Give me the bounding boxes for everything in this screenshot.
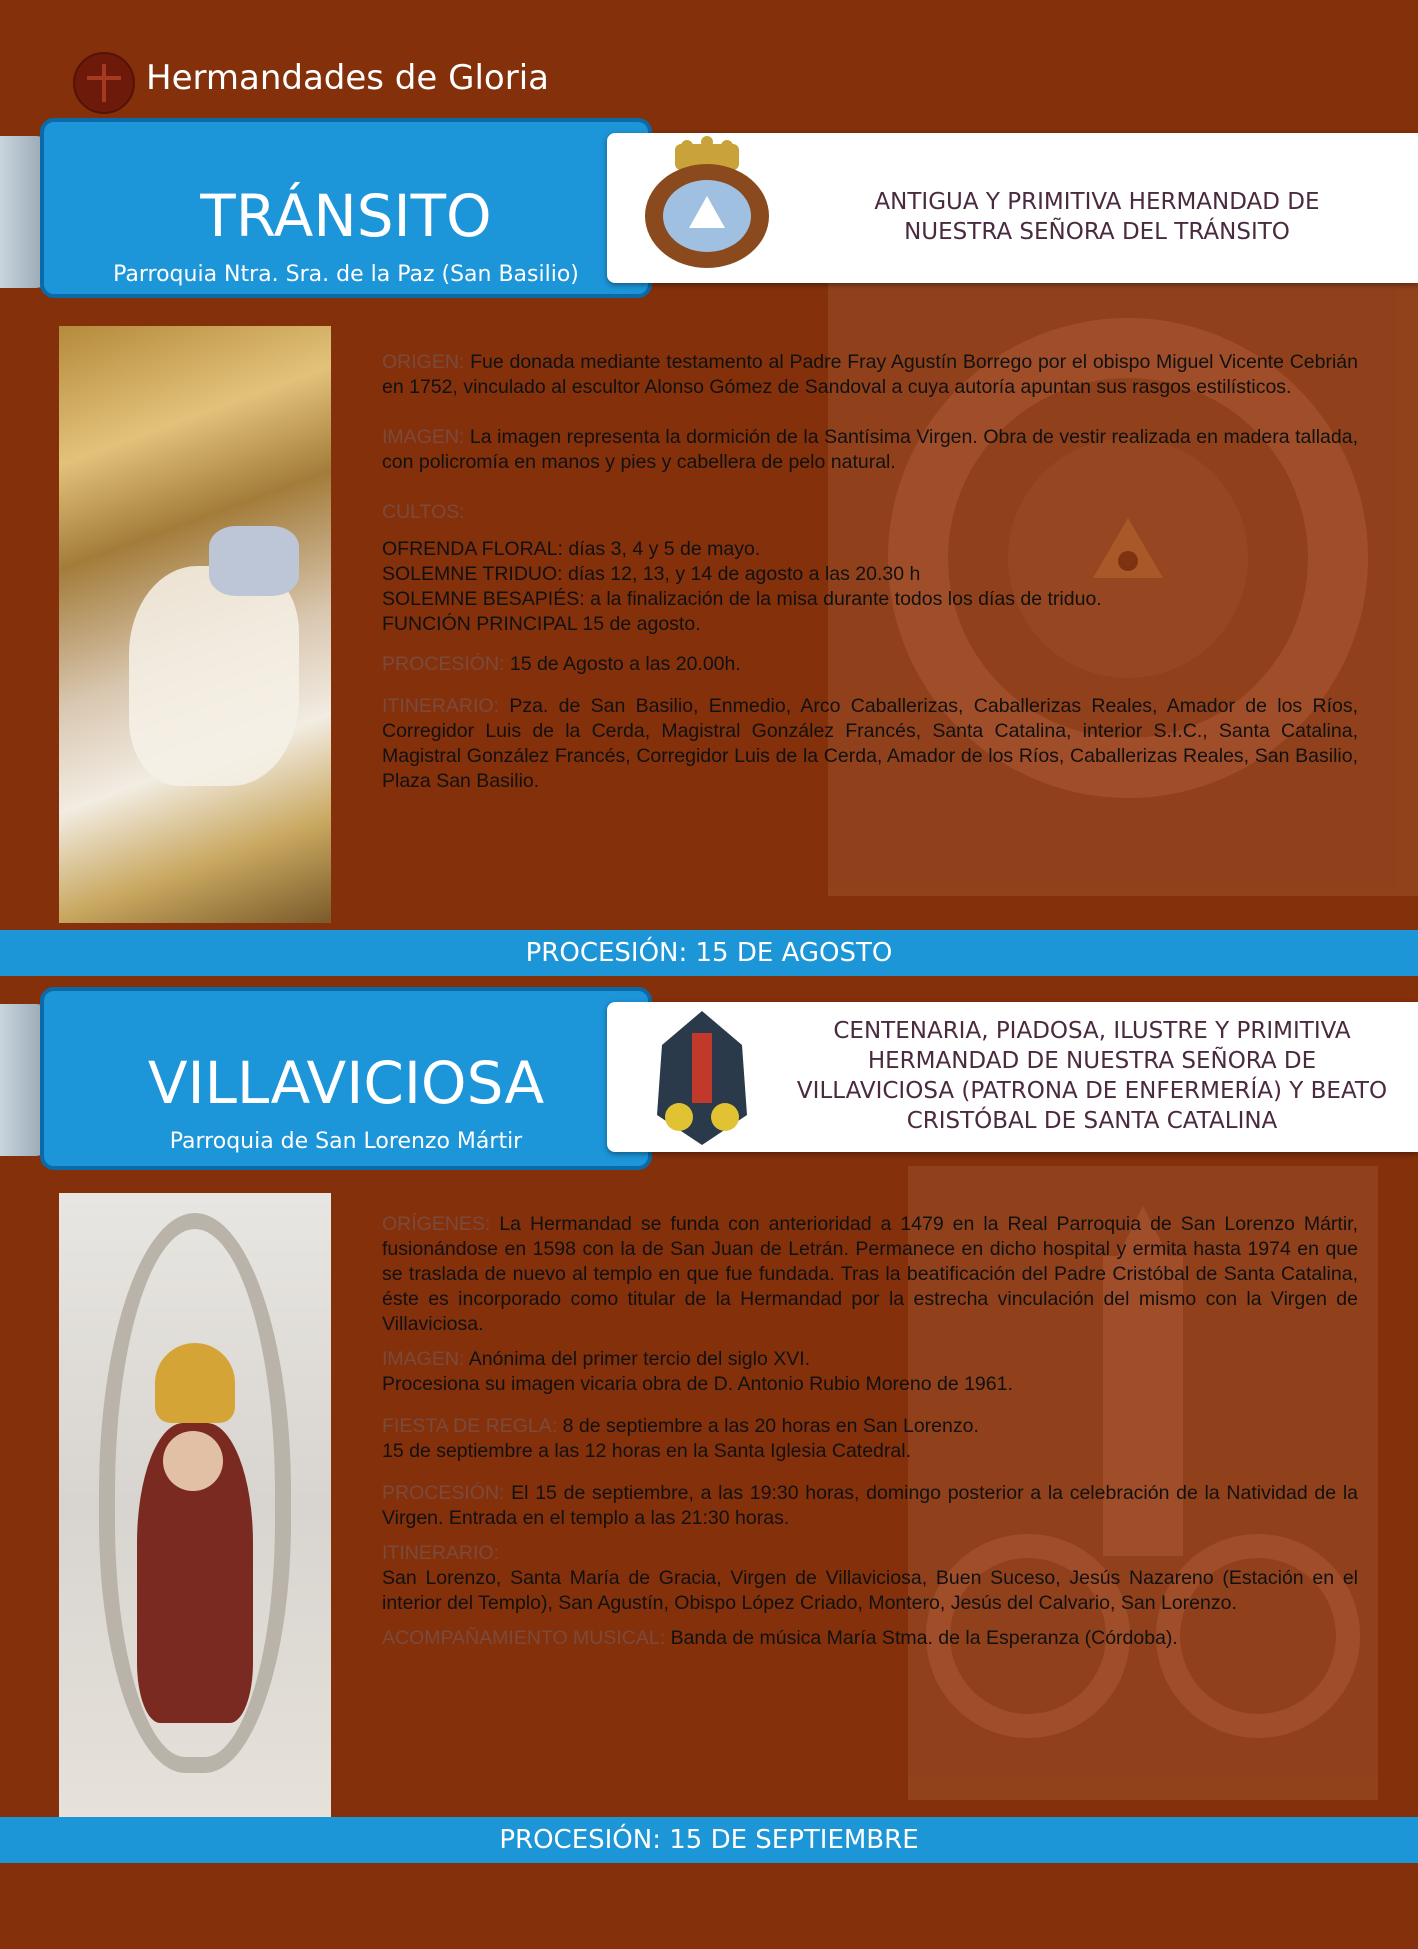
photo-virgen-transito: [59, 326, 331, 923]
label-origenes: ORÍGENES:: [382, 1213, 491, 1235]
section-title: TRÁNSITO: [200, 182, 492, 250]
text-origenes: La Hermandad se funda con anterioridad a 1479 en la Real Parroquia de San Lorenzo Mártir, fusionándose en 1598 con la de San Juan de Letrán. Permanece en dicho hospital y ermita hasta 1974 en que se traslada de nuevo al templo en que fue fundada. Tras la beatificación del Padre Cristóbal de Santa Catalina, éste es incorporado como titular de la Hermandad por la estrecha vinculación del mismo con la Virgen de Villaviciosa.: [382, 1213, 1358, 1335]
cross-logo-icon: [73, 52, 135, 114]
section-body-transito: [382, 350, 1358, 794]
brotherhood-shield-icon: [647, 1005, 757, 1149]
label-imagen: IMAGEN:: [382, 1348, 465, 1370]
section-header-villaviciosa: [40, 987, 652, 1170]
text-fiesta: 8 de septiembre a las 20 horas en San Lorenzo.: [562, 1415, 979, 1437]
culto-item: FUNCIÓN PRINCIPAL 15 de agosto.: [382, 613, 701, 635]
parish-label: Parroquia de San Lorenzo Mártir: [169, 1129, 523, 1154]
brotherhood-shield-icon: [637, 136, 777, 276]
procession-bar-label: PROCESIÓN: 15 DE AGOSTO: [525, 938, 893, 968]
culto-item: SOLEMNE TRIDUO: días 12, 13, y 14 de agosto a las 20.30 h: [382, 563, 921, 585]
text-procesion: El 15 de septiembre, a las 19:30 horas, domingo posterior a la celebración de la Natividad de la Virgen. Entrada en el templo a las 21:30 horas.: [382, 1482, 1358, 1529]
label-fiesta: FIESTA DE REGLA:: [382, 1415, 558, 1437]
label-procesion: PROCESIÓN:: [382, 653, 505, 675]
parish-label: Parroquia Ntra. Sra. de la Paz (San Basilio): [113, 262, 579, 287]
procession-bar-villaviciosa: [0, 1817, 1418, 1863]
procession-bar-label: PROCESIÓN: 15 DE SEPTIEMBRE: [499, 1825, 919, 1855]
label-origen: ORIGEN:: [382, 351, 465, 373]
text-imagen-2: Procesiona su imagen vicaria obra de D. Antonio Rubio Moreno de 1961.: [382, 1373, 1013, 1395]
text-procesion: 15 de Agosto a las 20.00h.: [509, 653, 741, 675]
label-cultos: CULTOS:: [382, 501, 465, 523]
section-header-transito: [40, 118, 652, 298]
photo-virgen-villaviciosa: [59, 1193, 331, 1817]
text-imagen: Anónima del primer tercio del siglo XVI.: [468, 1348, 811, 1370]
label-imagen: IMAGEN:: [382, 426, 465, 448]
section-title: VILLAVICIOSA: [147, 1049, 545, 1117]
procession-bar-transito: [0, 930, 1418, 976]
culto-item: OFRENDA FLORAL: días 3, 4 y 5 de mayo.: [382, 538, 761, 560]
text-itinerario: San Lorenzo, Santa María de Gracia, Virgen de Villaviciosa, Buen Suceso, Jesús Nazareno (Estación en el interior del Templo), San Agustín, Obispo López Criado, Montero, Jesús del Calvario, San Lorenzo.: [382, 1567, 1358, 1614]
brotherhood-name: ANTIGUA Y PRIMITIVA HERMANDAD DE NUESTRA SEÑORA DEL TRÁNSITO: [874, 189, 1320, 245]
page-title: Hermandades de Gloria: [146, 58, 549, 98]
brotherhood-panel: [607, 1002, 1418, 1152]
label-procesion: PROCESIÓN:: [382, 1482, 505, 1504]
text-imagen: La imagen representa la dormición de la Santísima Virgen. Obra de vestir realizada en madera tallada, con policromía en manos y pies y cabellera de pelo natural.: [382, 426, 1358, 473]
brotherhood-panel: [607, 133, 1418, 283]
culto-item: SOLEMNE BESAPIÉS: a la finalización de la misa durante todos los días de triduo.: [382, 588, 1102, 610]
label-musica: ACOMPAÑAMIENTO MUSICAL:: [382, 1627, 666, 1649]
label-itinerario: ITINERARIO:: [382, 1542, 500, 1564]
label-itinerario: ITINERARIO:: [382, 695, 500, 717]
text-itinerario: Pza. de San Basilio, Enmedio, Arco Caballerizas, Caballerizas Reales, Amador de los Ríos, Corregidor Luis de la Cerda, Magistral González Francés, Santa Catalina, interior S.I.C., Santa Catalina, Magistral González Francés, Corregidor Luis de la Cerda, Amador de los Ríos, Caballerizas Reales, San Basilio, Plaza San Basilio.: [382, 695, 1358, 792]
text-origen: Fue donada mediante testamento al Padre Fray Agustín Borrego por el obispo Miguel Vicente Cebrián en 1752, vinculado al escultor Alonso Gómez de Sandoval a cuya autoría apuntan sus rasgos estilísticos.: [382, 351, 1358, 398]
text-fiesta-2: 15 de septiembre a las 12 horas en la Santa Iglesia Catedral.: [382, 1440, 911, 1462]
text-musica: Banda de música María Stma. de la Esperanza (Córdoba).: [670, 1627, 1178, 1649]
section-body-villaviciosa: [382, 1212, 1358, 1651]
brotherhood-name: CENTENARIA, PIADOSA, ILUSTRE Y PRIMITIVA HERMANDAD DE NUESTRA SEÑORA DE VILLAVICIOSA (PATRONA DE ENFERMERÍA) Y BEATO CRISTÓBAL DE SANTA CATALINA: [796, 1018, 1388, 1134]
